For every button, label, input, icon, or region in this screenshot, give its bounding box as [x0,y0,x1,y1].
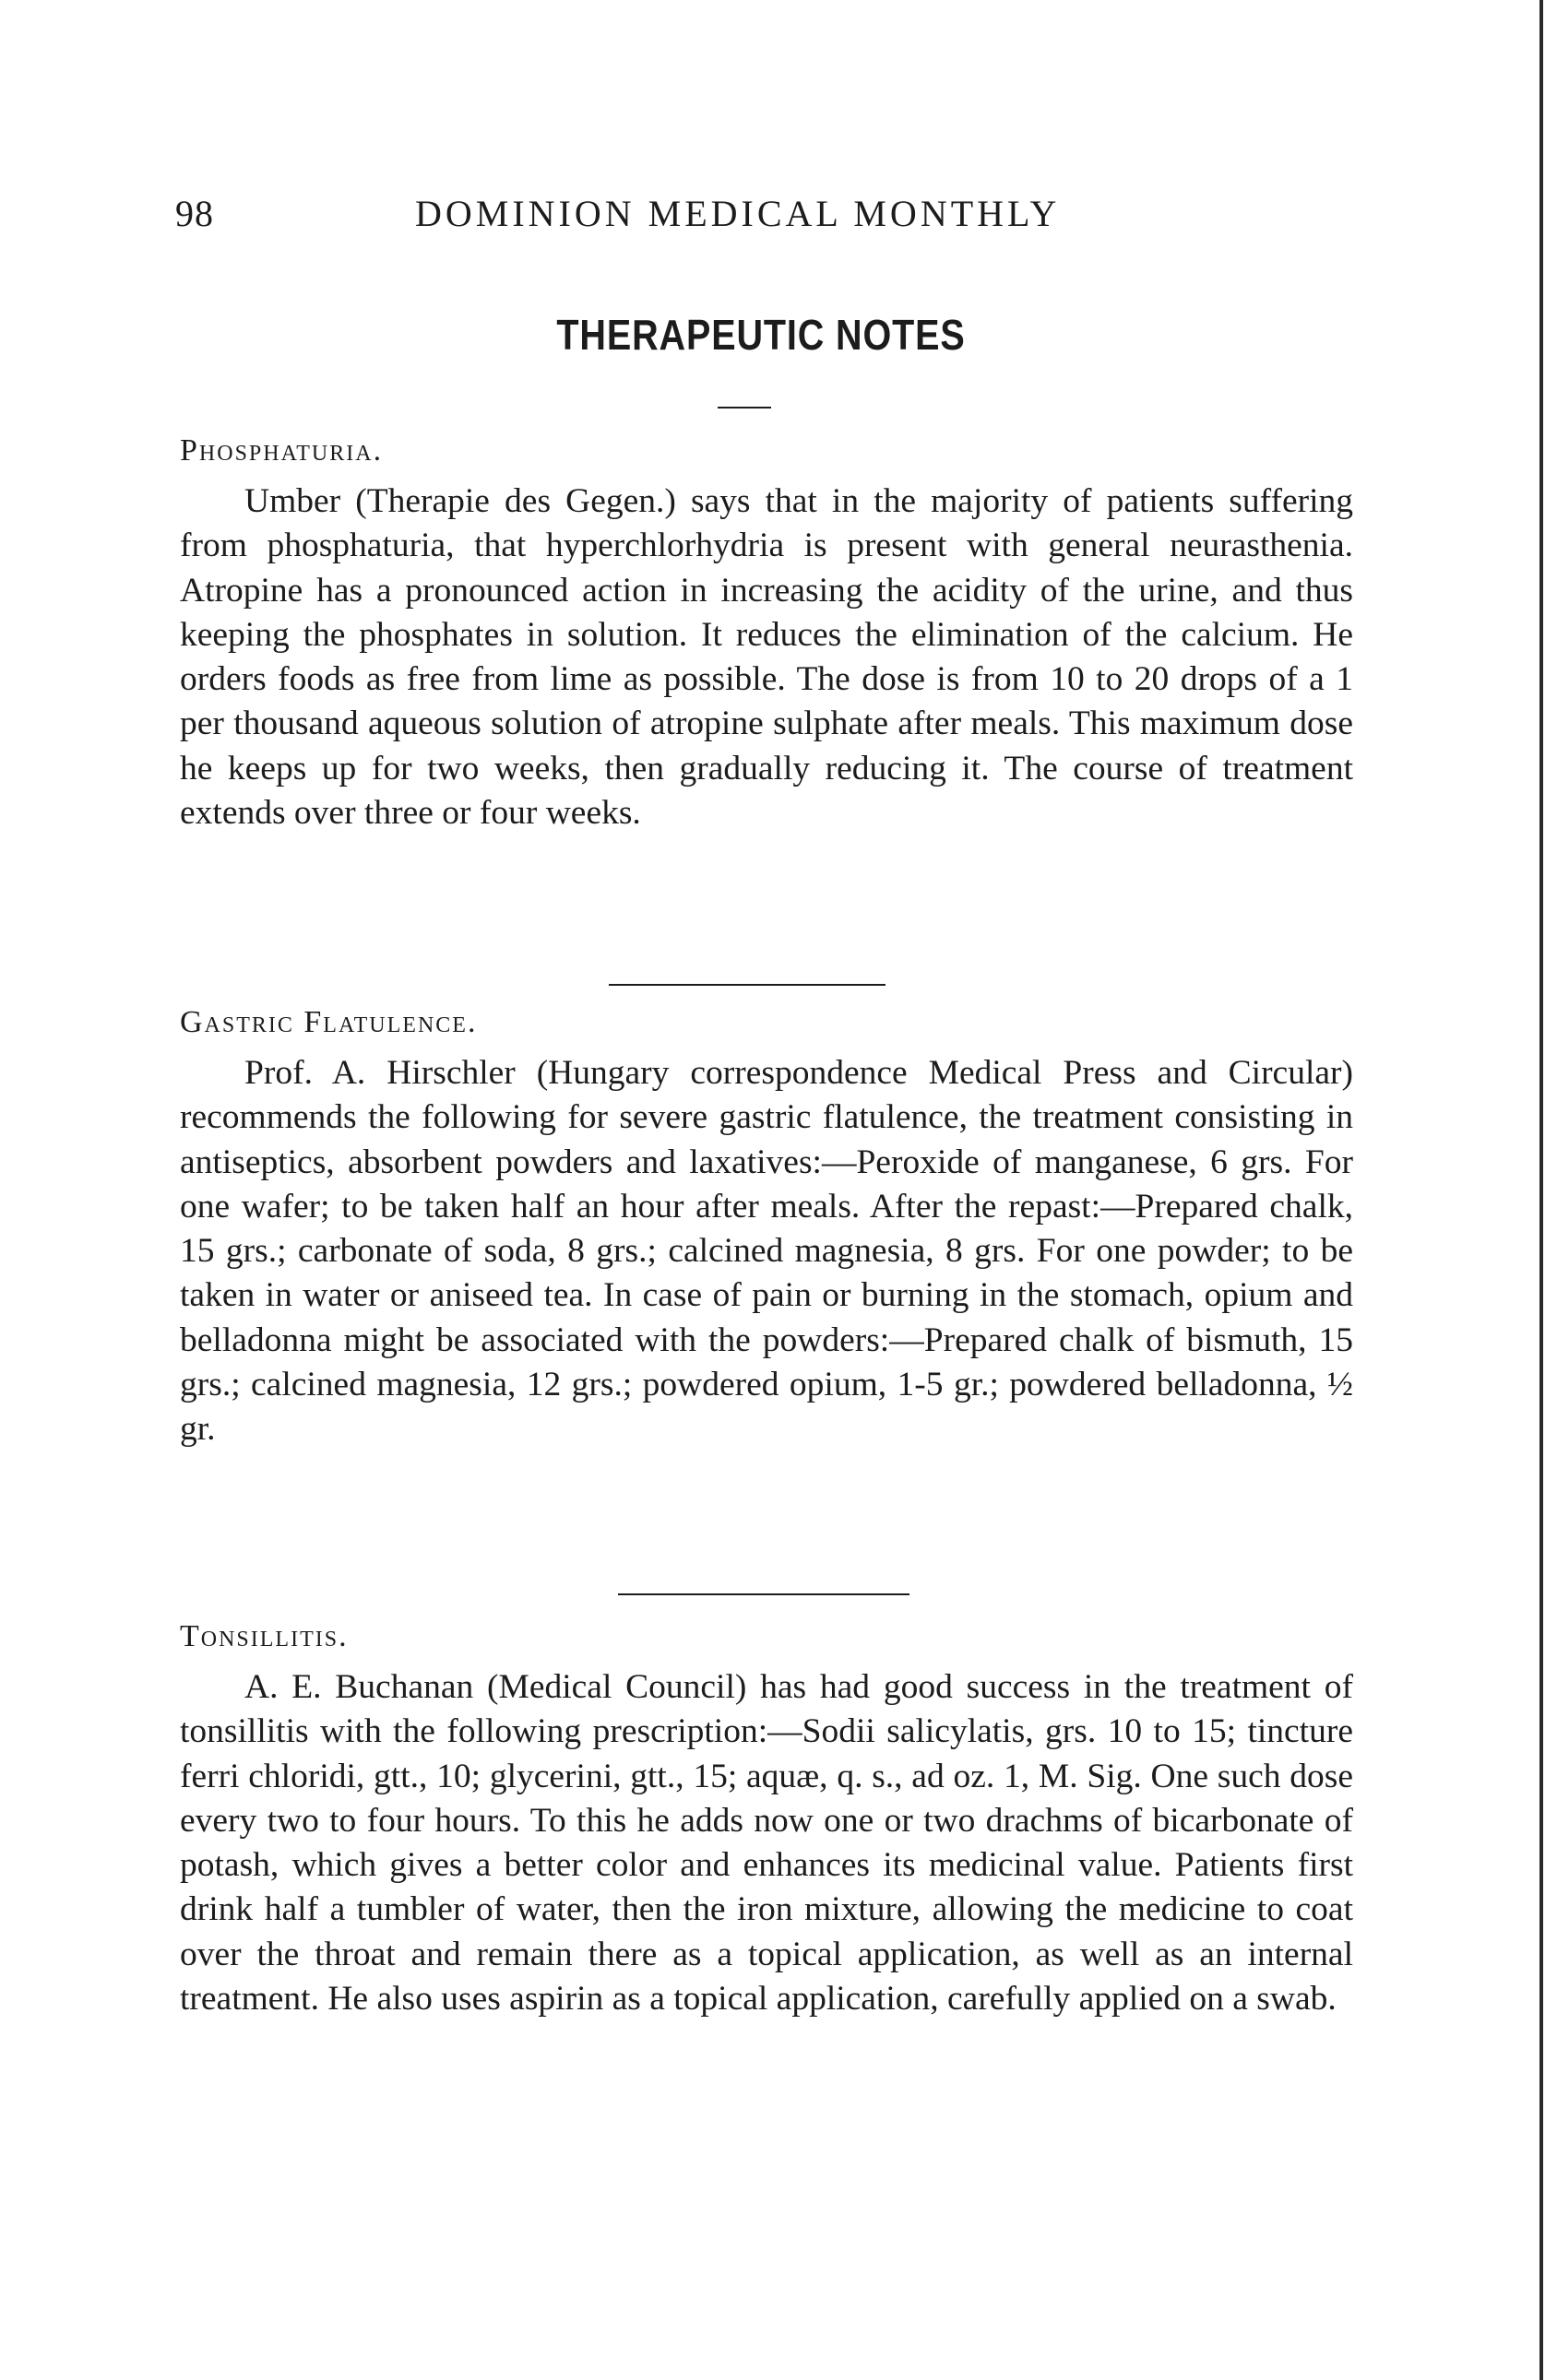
section-divider [618,1593,909,1595]
journal-title: DOMINION MEDICAL MONTHLY [415,193,1061,234]
article-body: A. E. Buchanan (Medical Council) has had good success in the treatment of tonsillitis with the following prescription:—Sodii salicylatis, grs. 10 to 15; tincture ferri chloridi, gtt., 10; glycerini, gtt., 15; aquæ, q. s., ad oz. 1, M. Sig. One such dose every two to four hours. To this he adds now one or two drachms of bicarbonate of potash, which gives a better color and enhances its medicinal value. Patients first drink half a tumbler of water, then the iron mixture, allowing the medicine to coat over the throat and remain there as a topical application, as well as an internal treatment. He also uses aspirin as a topical application, carefully applied on a swab. [180,1668,1353,2019]
section-divider [609,984,885,986]
article-body: Prof. A. Hirschler (Hungary correspondence Medical Press and Circular) recommends the following for severe gastric flatulence, the treatment consisting in antiseptics, absorbent powders and laxatives:—Peroxide of manganese, 6 grs. For one wafer; to be taken half an hour after meals. After the repast:—Prepared chalk, 15 grs.; carbonate of soda, 8 grs.; calcined magnesia, 8 grs. For one powder; to be taken in water or aniseed tea. In case of pain or burning in the stomach, opium and belladonna might be associated with the powders:—Prepared chalk of bismuth, 15 grs.; calcined magnesia, 12 grs.; powdered opium, 1-5 gr.; powdered belladonna, ½ gr. [180,1054,1353,1449]
article-heading: Phosphaturia. [180,433,384,468]
page-number: 98 [175,193,214,234]
section-title: THERAPEUTIC NOTES [556,311,966,359]
article-gastric-flatulence [180,1005,1353,1452]
article-phosphaturia [180,433,1353,835]
page-edge-line [1539,0,1543,2380]
article-body: Umber (Therapie des Gegen.) says that in the majority of patients suffering from phosphaturia, that hyperchlorhydria is present with general neurasthenia. Atropine has a pronounced action in increasing the acidity of the urine, and thus keeping the phosphates in solution. It reduces the elimination of the calcium. He orders foods as free from lime as possible. The dose is from 10 to 20 drops of a 1 per thousand aqueous solution of atropine sulphate after meals. This maximum dose he keeps up for two weeks, then gradually reducing it. The course of treatment extends over three or four weeks. [180,482,1353,833]
title-rule [718,407,771,409]
running-head [175,192,1374,247]
article-heading: Gastric Flatulence. [180,1005,478,1039]
article-heading: Tonsillitis. [180,1619,349,1653]
article-tonsillitis [180,1619,1353,2021]
